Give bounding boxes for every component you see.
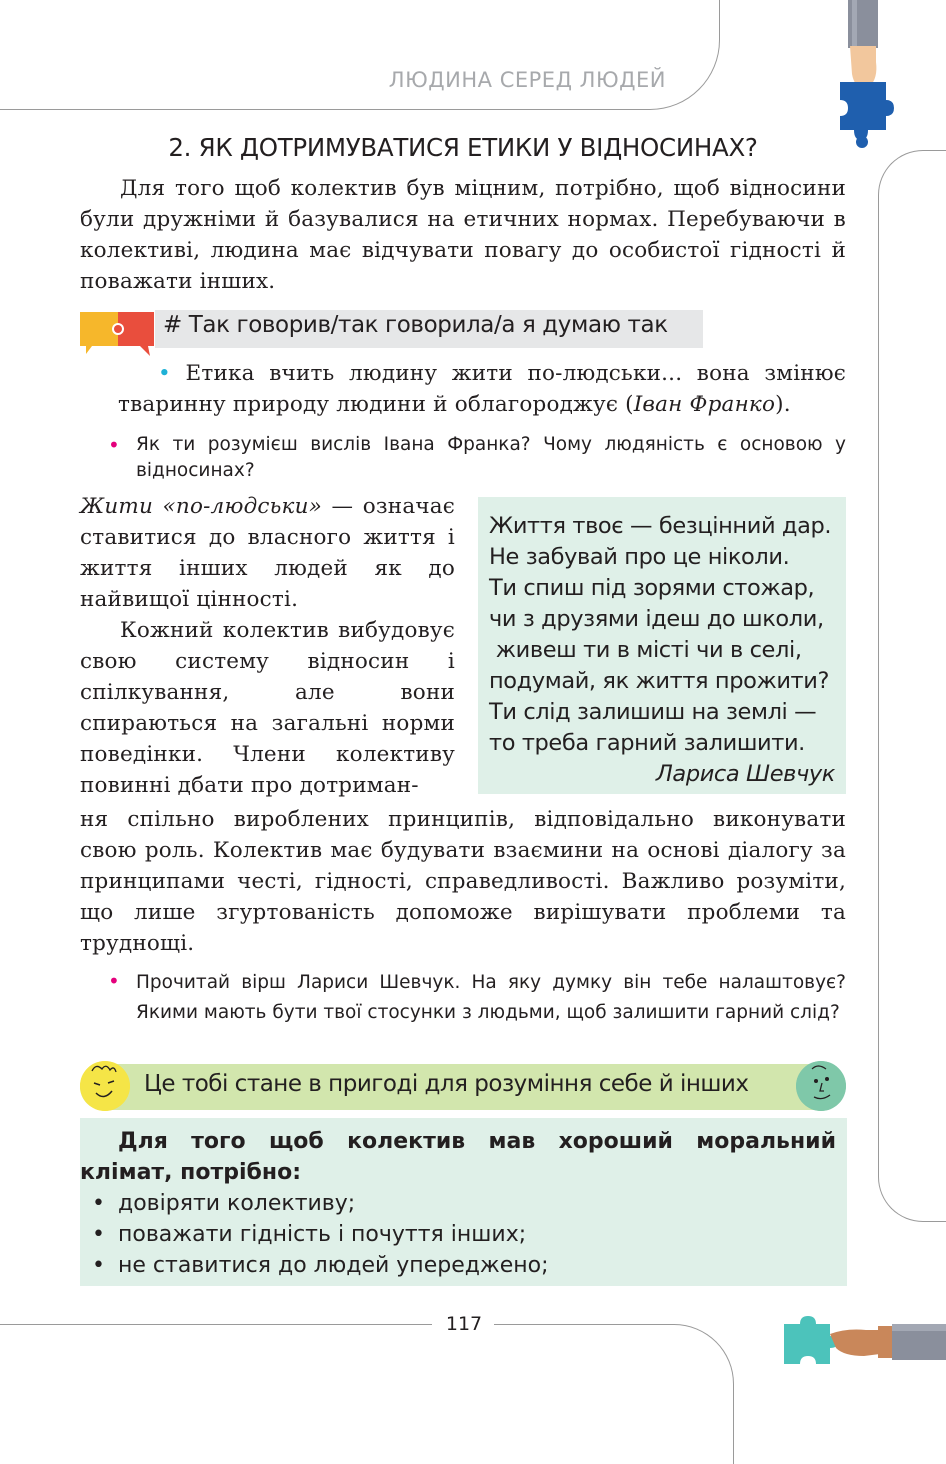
poem-author: Лариса Шевчук xyxy=(655,761,835,787)
body-continuation-text: ня спільно вироблених принципів, відповідально виконувати свою роль. Колектив має будувати взаємини на основі діалогу за принципами честі, гідності, справедливості. Важливо розуміти, що лише згуртованість допоможе вирішувати проблеми та труднощі. xyxy=(80,807,846,956)
info-box xyxy=(80,1118,847,1286)
poem-line: Ти слід залишиш на землі — xyxy=(489,699,817,725)
poem-box xyxy=(478,497,846,794)
chapter-header: ЛЮДИНА СЕРЕД ЛЮДЕЙ xyxy=(388,68,666,92)
pink-bullet-icon: • xyxy=(108,433,120,457)
question-1-text: Як ти розумієш вислів Івана Франка? Чому людяність є основою у відносинах? xyxy=(136,434,846,481)
quote-banner-text: # Так говорив/так говорила/а я думаю так xyxy=(163,312,668,338)
puzzle-hand-icon xyxy=(780,1312,946,1372)
poem-line: живеш ти в місті чи в селі, xyxy=(489,637,802,663)
question-2-text: Прочитай вірш Лариси Шевчук. На яку думку він тебе налаштовує? Якими мають бути твої стосунки з людьми, щоб залишити гарний слід? xyxy=(136,972,846,1023)
info-list xyxy=(80,1188,549,1281)
term-definition: — означає ставитися до власного життя і життя інших людей як до найвищої цінності. xyxy=(80,494,456,612)
left-column xyxy=(80,491,455,801)
poem-line: Життя твоє — безцінний дар. xyxy=(489,513,832,539)
poem-line: подумай, як життя прожити? xyxy=(489,668,830,694)
speech-bubbles-icon xyxy=(78,310,156,360)
page-number: 117 xyxy=(445,1313,483,1335)
pink-bullet-icon: • xyxy=(108,969,120,993)
poem-line: Ти спиш під зорями стожар, xyxy=(489,575,815,601)
cyan-bullet-icon: • xyxy=(158,361,171,386)
tip-banner xyxy=(80,1064,845,1110)
tip-banner-text: Це тобі стане в пригоді для розуміння себе й інших xyxy=(144,1071,749,1097)
list-item: • довіряти колективу; xyxy=(80,1188,549,1219)
page-frame-bottom-right xyxy=(494,1324,734,1464)
section-title: 2. ЯК ДОТРИМУВАТИСЯ ЕТИКИ У ВІДНОСИНАХ? xyxy=(168,133,758,162)
franko-quote xyxy=(118,358,846,420)
poem-line: то треба гарний залишити. xyxy=(489,730,805,756)
list-item: • не ставитися до людей упереджено; xyxy=(80,1250,549,1281)
page-frame-top xyxy=(0,0,720,110)
body-continuation xyxy=(80,804,846,959)
happy-face-icon xyxy=(80,1061,130,1111)
page-frame-right xyxy=(878,150,946,1222)
page-frame-bottom-left xyxy=(0,1324,432,1325)
question-2 xyxy=(108,968,846,1028)
quote-banner xyxy=(155,310,703,348)
term-po-ludsky: Жити «по-людськи» xyxy=(80,494,322,519)
quote-author: Іван Франко xyxy=(633,392,776,417)
thinking-face-icon xyxy=(796,1061,846,1111)
poem xyxy=(489,511,839,790)
info-title: Для того щоб колектив мав хороший моральний клімат, потрібно: xyxy=(80,1129,836,1185)
intro-text: Для того щоб колектив був міцним, потрібно, щоб відносини були дружніми й базувалися на етичних нормах. Перебуваючи в колективі, людина має відчувати повагу до особистої гідності й поважати інших. xyxy=(80,176,846,294)
question-1 xyxy=(108,432,846,484)
intro-paragraph xyxy=(80,173,846,297)
puzzle-hand-icon xyxy=(834,0,894,150)
poem-line: Не забувай про це ніколи. xyxy=(489,544,790,570)
list-item: • поважати гідність і почуття інших; xyxy=(80,1219,549,1250)
poem-line: чи з друзями ідеш до школи, xyxy=(489,606,824,632)
quote-text: Етика вчить людину жити по-людськи... вона змінює тваринну природу людини й облагороджує ( xyxy=(118,361,846,417)
quote-end: ). xyxy=(775,392,791,417)
collective-paragraph: Кожний колектив вибудовує свою систему відносин і спілкування, але вони спираються на загальні норми поведінки. Члени колективу повинні дбати про дотриман- xyxy=(80,618,455,798)
